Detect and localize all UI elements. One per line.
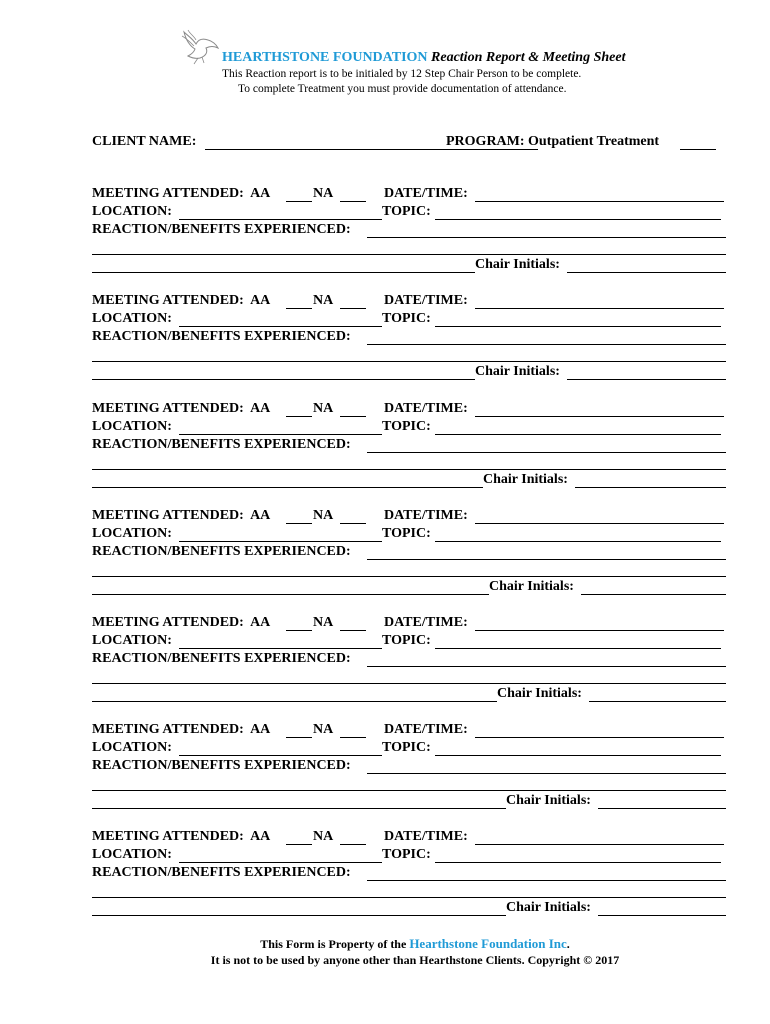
- program-label: PROGRAM: Outpatient Treatment: [446, 134, 660, 149]
- na-label: NA: [313, 508, 334, 523]
- reaction-label: REACTION/BENEFITS EXPERIENCED:: [92, 437, 351, 452]
- meeting-entry: [92, 186, 734, 278]
- footer-property-line: [30, 936, 770, 952]
- location-field[interactable]: [179, 326, 382, 327]
- chair-initials-field[interactable]: [589, 701, 726, 702]
- chair-initials-field[interactable]: [598, 808, 726, 809]
- meeting-entry: [92, 508, 734, 600]
- meeting-attended-label: MEETING ATTENDED: AA: [92, 293, 271, 308]
- datetime-field[interactable]: [475, 523, 724, 524]
- reaction-field-line-2[interactable]: [92, 469, 726, 470]
- dove-logo-icon: [178, 26, 222, 66]
- meeting-entry: [92, 401, 734, 493]
- topic-label: TOPIC:: [382, 740, 431, 755]
- reaction-field-line-3[interactable]: [92, 487, 483, 488]
- chair-initials-field[interactable]: [567, 379, 726, 380]
- chair-initials-label: Chair Initials:: [489, 579, 574, 594]
- meeting-attended-label: MEETING ATTENDED: AA: [92, 401, 271, 416]
- chair-initials-label: Chair Initials:: [475, 257, 560, 272]
- aa-field[interactable]: [286, 737, 312, 738]
- reaction-label: REACTION/BENEFITS EXPERIENCED:: [92, 651, 351, 666]
- reaction-field[interactable]: [367, 773, 726, 774]
- chair-initials-field[interactable]: [598, 915, 726, 916]
- na-label: NA: [313, 293, 334, 308]
- topic-field[interactable]: [435, 862, 721, 863]
- na-field[interactable]: [340, 416, 366, 417]
- meeting-attended-label: MEETING ATTENDED: AA: [92, 829, 271, 844]
- reaction-field[interactable]: [367, 237, 726, 238]
- datetime-label: DATE/TIME:: [384, 615, 468, 630]
- na-field[interactable]: [340, 737, 366, 738]
- aa-label: AA: [250, 293, 271, 308]
- aa-field[interactable]: [286, 308, 312, 309]
- meeting-entry: [92, 293, 734, 385]
- na-field[interactable]: [340, 630, 366, 631]
- na-field[interactable]: [340, 523, 366, 524]
- na-label: NA: [313, 186, 334, 201]
- location-label: LOCATION:: [92, 311, 172, 326]
- na-label: NA: [313, 615, 334, 630]
- chair-initials-label: Chair Initials:: [506, 900, 591, 915]
- reaction-field-line-2[interactable]: [92, 790, 726, 791]
- topic-label: TOPIC:: [382, 204, 431, 219]
- datetime-field[interactable]: [475, 416, 724, 417]
- meeting-entry: [92, 615, 734, 707]
- client-name-label: CLIENT NAME:: [92, 134, 197, 149]
- form-title: [222, 50, 742, 66]
- aa-field[interactable]: [286, 523, 312, 524]
- reaction-field-line-3[interactable]: [92, 915, 506, 916]
- topic-field[interactable]: [435, 326, 721, 327]
- aa-label: AA: [250, 186, 271, 201]
- org-name: HEARTHSTONE FOUNDATION: [222, 50, 428, 65]
- reaction-field[interactable]: [367, 666, 726, 667]
- reaction-field-line-2[interactable]: [92, 683, 726, 684]
- chair-initials-label: Chair Initials:: [475, 364, 560, 379]
- chair-initials-label: Chair Initials:: [506, 793, 591, 808]
- location-field[interactable]: [179, 862, 382, 863]
- aa-label: AA: [250, 401, 271, 416]
- datetime-label: DATE/TIME:: [384, 293, 468, 308]
- chair-initials-field[interactable]: [575, 487, 726, 488]
- topic-field[interactable]: [435, 541, 721, 542]
- footer-org-name: Hearthstone Foundation Inc: [409, 936, 567, 951]
- reaction-field-line-3[interactable]: [92, 594, 489, 595]
- reaction-label: REACTION/BENEFITS EXPERIENCED:: [92, 329, 351, 344]
- location-label: LOCATION:: [92, 419, 172, 434]
- meeting-attended-label: MEETING ATTENDED: AA: [92, 186, 271, 201]
- aa-field[interactable]: [286, 630, 312, 631]
- reaction-field-line-2[interactable]: [92, 897, 726, 898]
- reaction-field-line-3[interactable]: [92, 808, 506, 809]
- footer-copyright: It is not to be used by anyone other than Hearthstone Clients. Copyright © 2017: [210, 953, 620, 967]
- reaction-field[interactable]: [367, 559, 726, 560]
- datetime-field[interactable]: [475, 201, 724, 202]
- datetime-label: DATE/TIME:: [384, 401, 468, 416]
- aa-field[interactable]: [286, 844, 312, 845]
- footer-suffix: .: [566, 937, 570, 951]
- location-field[interactable]: [179, 648, 382, 649]
- chair-initials-label: Chair Initials:: [483, 472, 568, 487]
- datetime-label: DATE/TIME:: [384, 722, 468, 737]
- title-text: Reaction Report & Meeting Sheet: [431, 50, 626, 65]
- location-field[interactable]: [179, 434, 382, 435]
- topic-label: TOPIC:: [382, 847, 431, 862]
- topic-label: TOPIC:: [382, 633, 431, 648]
- reaction-label: REACTION/BENEFITS EXPERIENCED:: [92, 222, 351, 237]
- reaction-field[interactable]: [367, 452, 726, 453]
- reaction-field-line-2[interactable]: [92, 254, 726, 255]
- aa-label: AA: [250, 508, 271, 523]
- reaction-field[interactable]: [367, 880, 726, 881]
- aa-label: AA: [250, 829, 271, 844]
- location-label: LOCATION:: [92, 633, 172, 648]
- reaction-field[interactable]: [367, 344, 726, 345]
- na-field[interactable]: [340, 844, 366, 845]
- location-label: LOCATION:: [92, 740, 172, 755]
- reaction-label: REACTION/BENEFITS EXPERIENCED:: [92, 758, 351, 773]
- na-label: NA: [313, 829, 334, 844]
- reaction-field-line-2[interactable]: [92, 576, 726, 577]
- datetime-label: DATE/TIME:: [384, 508, 468, 523]
- topic-field[interactable]: [435, 755, 721, 756]
- datetime-field[interactable]: [475, 844, 724, 845]
- subtitle-line-2: To complete Treatment you must provide documentation of attendance.: [238, 83, 567, 95]
- meeting-entry: [92, 829, 734, 921]
- datetime-field[interactable]: [475, 630, 724, 631]
- location-label: LOCATION:: [92, 204, 172, 219]
- topic-label: TOPIC:: [382, 311, 431, 326]
- location-field[interactable]: [179, 755, 382, 756]
- datetime-label: DATE/TIME:: [384, 829, 468, 844]
- topic-label: TOPIC:: [382, 526, 431, 541]
- na-field[interactable]: [340, 308, 366, 309]
- aa-field[interactable]: [286, 416, 312, 417]
- na-label: NA: [313, 401, 334, 416]
- topic-field[interactable]: [435, 219, 721, 220]
- location-field[interactable]: [179, 541, 382, 542]
- meeting-attended-label: MEETING ATTENDED: AA: [92, 615, 271, 630]
- reaction-field-line-3[interactable]: [92, 701, 497, 702]
- location-field[interactable]: [179, 219, 382, 220]
- aa-label: AA: [250, 615, 271, 630]
- meeting-entry: [92, 722, 734, 814]
- chair-initials-field[interactable]: [581, 594, 726, 595]
- reaction-field-line-3[interactable]: [92, 272, 475, 273]
- topic-label: TOPIC:: [382, 419, 431, 434]
- reaction-field-line-3[interactable]: [92, 379, 475, 380]
- topic-field[interactable]: [435, 648, 721, 649]
- na-field[interactable]: [340, 201, 366, 202]
- na-label: NA: [313, 722, 334, 737]
- reaction-label: REACTION/BENEFITS EXPERIENCED:: [92, 544, 351, 559]
- datetime-field[interactable]: [475, 737, 724, 738]
- reaction-label: REACTION/BENEFITS EXPERIENCED:: [92, 865, 351, 880]
- chair-initials-field[interactable]: [567, 272, 726, 273]
- location-label: LOCATION:: [92, 526, 172, 541]
- reaction-field-line-2[interactable]: [92, 361, 726, 362]
- footer-prefix: This Form is Property of the: [260, 937, 407, 951]
- program-field[interactable]: [680, 149, 716, 150]
- datetime-label: DATE/TIME:: [384, 186, 468, 201]
- meeting-attended-label: MEETING ATTENDED: AA: [92, 508, 271, 523]
- aa-label: AA: [250, 722, 271, 737]
- subtitle-line-1: This Reaction report is to be initialed by 12 Step Chair Person to be complete.: [222, 68, 582, 80]
- aa-field[interactable]: [286, 201, 312, 202]
- meeting-attended-label: MEETING ATTENDED: AA: [92, 722, 271, 737]
- datetime-field[interactable]: [475, 308, 724, 309]
- client-row: [92, 134, 732, 152]
- chair-initials-label: Chair Initials:: [497, 686, 582, 701]
- location-label: LOCATION:: [92, 847, 172, 862]
- topic-field[interactable]: [435, 434, 721, 435]
